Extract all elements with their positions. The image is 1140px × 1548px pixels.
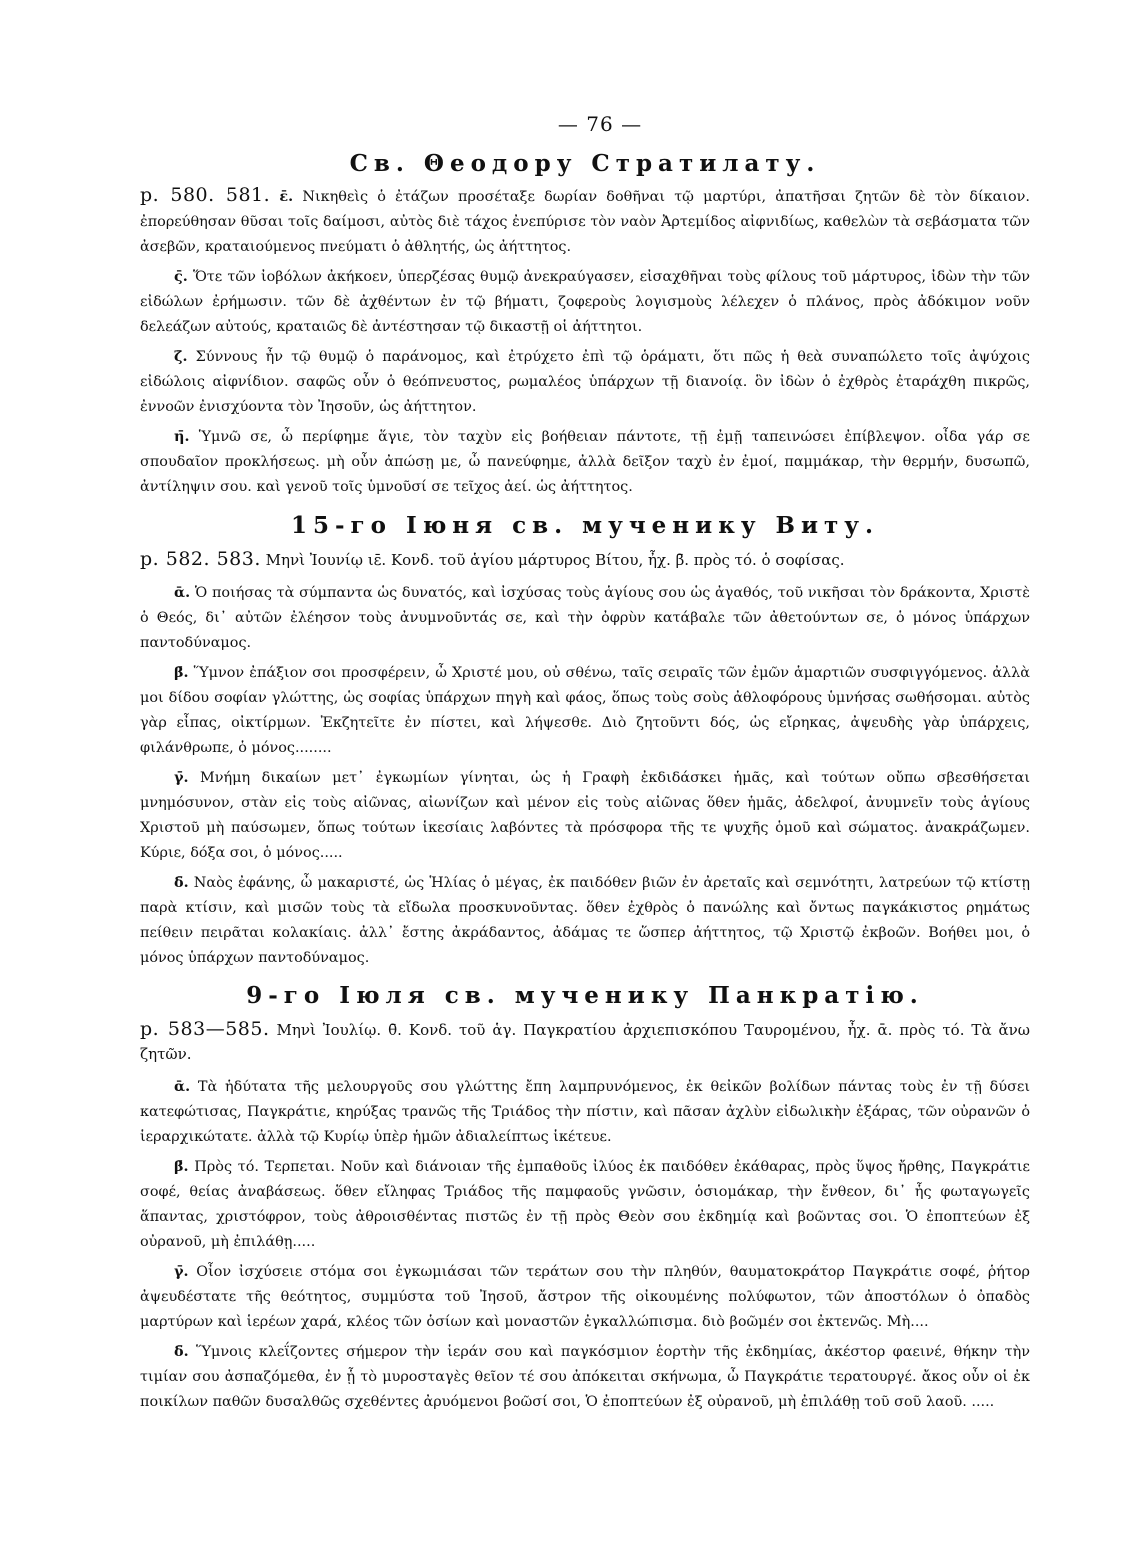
paragraph xyxy=(140,424,1030,500)
paragraph xyxy=(140,1259,1030,1335)
paragraph-text: Ὕμνοις κλεΐζοντες σήμερον τὴν ἱεράν σου καὶ παγκόσμιον ἑορτὴν τῆς ἐκδημίας, ἀκέστορ φαεινέ, θήκην τὴν τιμίαν σου ἀσπαζόμεθα, ἐν ᾗ τὸ μυροσταγὲς θεῖον τέ σου ἀπόκειται σκήνωμα, ὦ Παγκράτιε τερατουργέ. ἄκος οὖν οἱ ἐκ ποικίλων παθῶν δυσαλθῶς σχεθέντες ἀρυόμενοι βοῶσί σοι, Ὁ ἐποπτεύων ἐξ οὐρανοῦ, μὴ ἐπιλάθῃ τοῦ σοῦ λαοῦ. ..... xyxy=(140,1344,1030,1410)
paragraph-text: Ὁ ποιήσας τὰ σύμπαντα ὡς δυνατός, καὶ ἰσχύσας τοὺς ἁγίους σου ὡς ἀγαθός, τοῦ νικῆσαι τὸν δράκοντα, Χριστὲ ὁ Θεός, δι᾽ αὐτῶν ἐλέησον τοὺς ἀνυμνοῦντάς σε, καὶ τὴν ὀφρὺν κατάβαλε τῶν ἀθετούντων σε, ὁ μόνος ὑπάρχων παντοδύναμος. xyxy=(140,585,1030,651)
reference-line xyxy=(140,547,1030,572)
paragraph-text: Τὰ ἡδύτατα τῆς μελουργοῦς σου γλώττης ἔπη λαμπρυνόμενος, ἐκ θεἰκῶν βολίδων πάντας τοὺς ἐν τῇ δύσει κατεφώτισας, Παγκράτιε, κηρύξας τρανῶς τῆς Τριάδος τὴν πίστιν, καὶ πᾶσαν ἀχλὺν εἰδωλικὴν ἐξάρας, τῶν οὐρανῶν ὁ ἱεραρχικώτατε. ἀλλὰ τῷ Κυρίῳ ὑπὲρ ἡμῶν ἀδιαλείπτως ἱκέτευε. xyxy=(140,1079,1031,1145)
stanza-letter: ᾱ. xyxy=(174,584,191,601)
section-pancratius xyxy=(140,982,1030,1419)
stanza-letter: ζ̄. xyxy=(174,348,188,365)
stanza-letter: ε̄. xyxy=(279,188,294,205)
stanza-letter: δ̄. xyxy=(174,1343,189,1360)
stanza-letter: δ̄. xyxy=(174,874,189,891)
section-heading: 15-го Іюня св. мученику Виту. xyxy=(290,512,880,539)
paragraph xyxy=(140,183,1030,260)
paragraph-text: Ὑμνῶ σε, ὦ περίφημε ἅγιε, τὸν ταχὺν εἰς βοήθειαν πάντοτε, τῇ ἐμῇ ταπεινώσει ἐπίβλεψον. οἶδα γάρ σε σπουδαῖον προκλήσεως. μὴ οὖν ἀπώσῃ με, ὦ πανεύφημε, ἀλλὰ δεῖξον ταχὺ ἐν ἐμοί, παμμάκαρ, τὴν θερμήν, δυσωπῶ, ἀντίληψιν σου. καὶ γενοῦ τοῖς ὑμνοῦσί σε τεῖχος ἀεί. ὡς ἀήττητος. xyxy=(140,429,1030,495)
paragraph-text: Ὅτε τῶν ἰοβόλων ἀκήκοεν, ὑπερζέσας θυμῷ ἀνεκραύγασεν, εἰσαχθῆναι τοὺς φίλους τοῦ μάρτυρος, ἰδὼν τὴν τῶν εἰδώλων ἐρήμωσιν. τῶν δὲ ἀχθέντων ἐν τῷ βήματι, ζοφεροὺς λογισμοὺς λέλεχεν ὁ πλάνος, πρὸς ἀδόκιμον νοῦν δελεάζων αὐτούς, κραταιῶς δὲ ἀντέστησαν τῷ δικαστῇ οἱ ἀήττητοι. xyxy=(140,269,1031,335)
reference: р. 583—585. xyxy=(140,1018,270,1040)
reference: р. 582. 583. xyxy=(140,548,261,570)
reference-tail: Μηνὶ Ἰουλίῳ. θ̄. Κονδ. τοῦ ἁγ. Παγκρατίου ἀρχιεπισκόπου Ταυρομένου, ἦχ. ᾱ. πρὸς τό. Τὰ ἄνω ζητῶν. xyxy=(140,1021,1031,1063)
section-vitus xyxy=(140,512,1030,975)
paragraph xyxy=(140,1154,1030,1255)
paragraph-text: Ὕμνον ἐπάξιον σοι προσφέρειν, ὦ Χριστέ μου, οὐ σθένω, ταῖς σειραῖς τῶν ἐμῶν ἁμαρτιῶν συσφιγγόμενος. ἀλλὰ μοι δίδου σοφίαν γλώττης, ὡς σοφίας ὑπάρχων πηγὴ καὶ φάος, ὅπως τοὺς σοὺς ἀθλοφόρους ὑμνήσας σωθήσομαι. αὐτὸς γὰρ εἶπας, οἰκτίρμων. Ἐκζητεῖτε ἐν πίστει, καὶ λήψεσθε. Διὸ ζητοῦντι δός, ὡς εἴρηκας, ἀψευδὴς γὰρ ὑπάρχεις, φιλάνθρωπε, ὁ μόνος........ xyxy=(140,665,1030,756)
stanza-letter: η̄. xyxy=(174,428,190,445)
section-heading: Св. Θеодору Стратилату. xyxy=(349,150,821,177)
stanza-letter: ς̄. xyxy=(174,268,188,285)
stanza-letter: β̄. xyxy=(174,664,189,681)
stanza-letter: ᾱ. xyxy=(174,1078,191,1095)
reference-tail: Μηνὶ Ἰουνίῳ ιε̄. Κονδ. τοῦ ἁγίου μάρτυρος Βίτου, ἦχ. β̄. πρὸς τό. ὁ σοφίσας. xyxy=(265,551,845,569)
paragraph xyxy=(140,870,1030,971)
stanza-letter: γ̄. xyxy=(174,1263,189,1280)
paragraph xyxy=(140,660,1030,761)
reference-line xyxy=(140,1017,1030,1066)
paragraph-text: Οἶον ἰσχύσειε στόμα σοι ἐγκωμιάσαι τῶν τεράτων σου τὴν πληθύν, θαυματοκράτορ Παγκράτιε σοφέ, ῥήτορ ἀψευδέστατε τῆς θεότητος, συμμύστα τοῦ Ἰησοῦ, ἄστρον τῆς οἰκουμένης πολύφωτον, τῶν ἀποστόλων ὁ ὀπαδὸς μαρτύρων καὶ ἱερέων χαρά, κλέος τῶν ὁσίων καὶ μοναστῶν ἐγκαλλώπισμα. διὸ βοῶμέν σοι ἐκτενῶς. Μὴ.... xyxy=(140,1264,1031,1330)
paragraph xyxy=(140,765,1030,866)
reference: р. 580. 581. xyxy=(140,184,271,206)
stanza-letter: γ̄. xyxy=(174,769,189,786)
paragraph-text: Μνήμη δικαίων μετ᾽ ἐγκωμίων γίνηται, ὡς ἡ Γραφὴ ἐκδιδάσκει ἡμᾶς, καὶ τούτων οὔπω σβεσθήσεται μνημόσυνον, στὰν εἰς τοὺς αἰῶνας, αἰωνίζων καὶ μένον εἰς τοὺς αἰῶνας ὅθεν ἡμᾶς, ἀδελφοί, ἀνυμνεῖν τοὺς ἁγίους Χριστοῦ μὴ παύσωμεν, ὅπως τούτων ἱκεσίαις λαβόντες τὰ πρόσφορα τῆς τε ψυχῆς ὁμοῦ καὶ σώματος. ἀνακράζωμεν. Κύριε, δόξα σοι, ὁ μόνος..... xyxy=(140,770,1031,861)
paragraph-text: Ναὸς ἐφάνης, ὦ μακαριστέ, ὡς Ἡλίας ὁ μέγας, ἐκ παιδόθεν βιῶν ἐν ἀρεταῖς καὶ σεμνότητι, λατρεύων τῷ κτίστῃ παρὰ κτίσιν, καὶ μισῶν τοὺς τὰ εἴδωλα προσκυνοῦντας. ὅθεν ἐχθρὸς ὁ πανώλης καὶ ὄντως παγκάκιστος ρημάτως πείθειν πειρᾶται κολακίαις. ἀλλ᾽ ἔστης ἀκράδαντος, ἀδάμας τε ὥσπερ ἀήττητος, τῷ Χριστῷ ἐκβοῶν. Βοήθει μοι, ὁ μόνος ὑπάρχων παντοδύναμος. xyxy=(140,875,1030,966)
paragraph xyxy=(140,1339,1030,1415)
paragraph xyxy=(140,344,1030,420)
paragraph-text: Πρὸς τό. Τερπεται. Νοῦν καὶ διάνοιαν τῆς ἐμπαθοῦς ἰλύος ἐκ παιδόθεν ἐκάθαρας, πρὸς ὕψος ἤρθης, Παγκράτιε σοφέ, θείας ἀναβάσεως. ὅθεν εἴληφας Τριάδος τῆς παμφαοῦς γνῶσιν, ὁσιομάκαρ, τὴν ἔνθεον, δι᾽ ἧς φωταγωγεῖς ἅπαντας, χριστόφρον, τοὺς ἀθροισθέντας πιστῶς ἐν τῇ πρὸς Θεὸν σου ἐκδημίᾳ καὶ βοῶντας σοι. Ὁ ἐποπτεύων ἐξ οὐρανοῦ, μὴ ἐπιλάθῃ..... xyxy=(140,1159,1030,1250)
section-heading: 9-го Іюля св. мученику Панкратію. xyxy=(246,982,924,1009)
paragraph-text: Σύννους ἦν τῷ θυμῷ ὁ παράνομος, καὶ ἐτρύχετο ἐπὶ τῷ ὁράματι, ὅτι πῶς ἡ θεὰ συναπώλετο τοῖς ἀψύχοις εἰδώλοις αἰφνίδιον. σαφῶς οὖν ὁ θεόπνευστος, ρωμαλέος ὑπάρχων τῇ διανοίᾳ. ὃν ἰδὼν ὁ ἐχθρὸς ἐταράχθη πικρῶς, ἐννοῶν ἐνισχύοντα τὸν Ἰησοῦν, ὡς ἀήττητον. xyxy=(140,349,1030,415)
stanza-letter: β̄. xyxy=(174,1158,189,1175)
page-number: — 76 — xyxy=(557,112,643,136)
paragraph xyxy=(140,580,1030,656)
paragraph-text: Νικηθεὶς ὁ ἐτάζων προσέταξε δωρίαν δοθῆναι τῷ μαρτύρι, ἀπατῆσαι ζητῶν δὲ τὸν δίκαιον. ἐπορεύθησαν θῦσαι τοῖς δαίμοσι, αὐτὸς διὲ τάχος ἐνεπύρισε τὸν ναὸν Ἀρτεμίδος αἰφνιδίως, καθελὼν τὰ σεβάσματα τῶν ἀσεβῶν, κραταιούμενος πνεύματι ὁ ἀθλητής, ὡς ἀήττητος. xyxy=(140,189,1031,255)
paragraph xyxy=(140,264,1030,340)
section-theodore xyxy=(140,150,1030,504)
paragraph xyxy=(140,1074,1030,1150)
